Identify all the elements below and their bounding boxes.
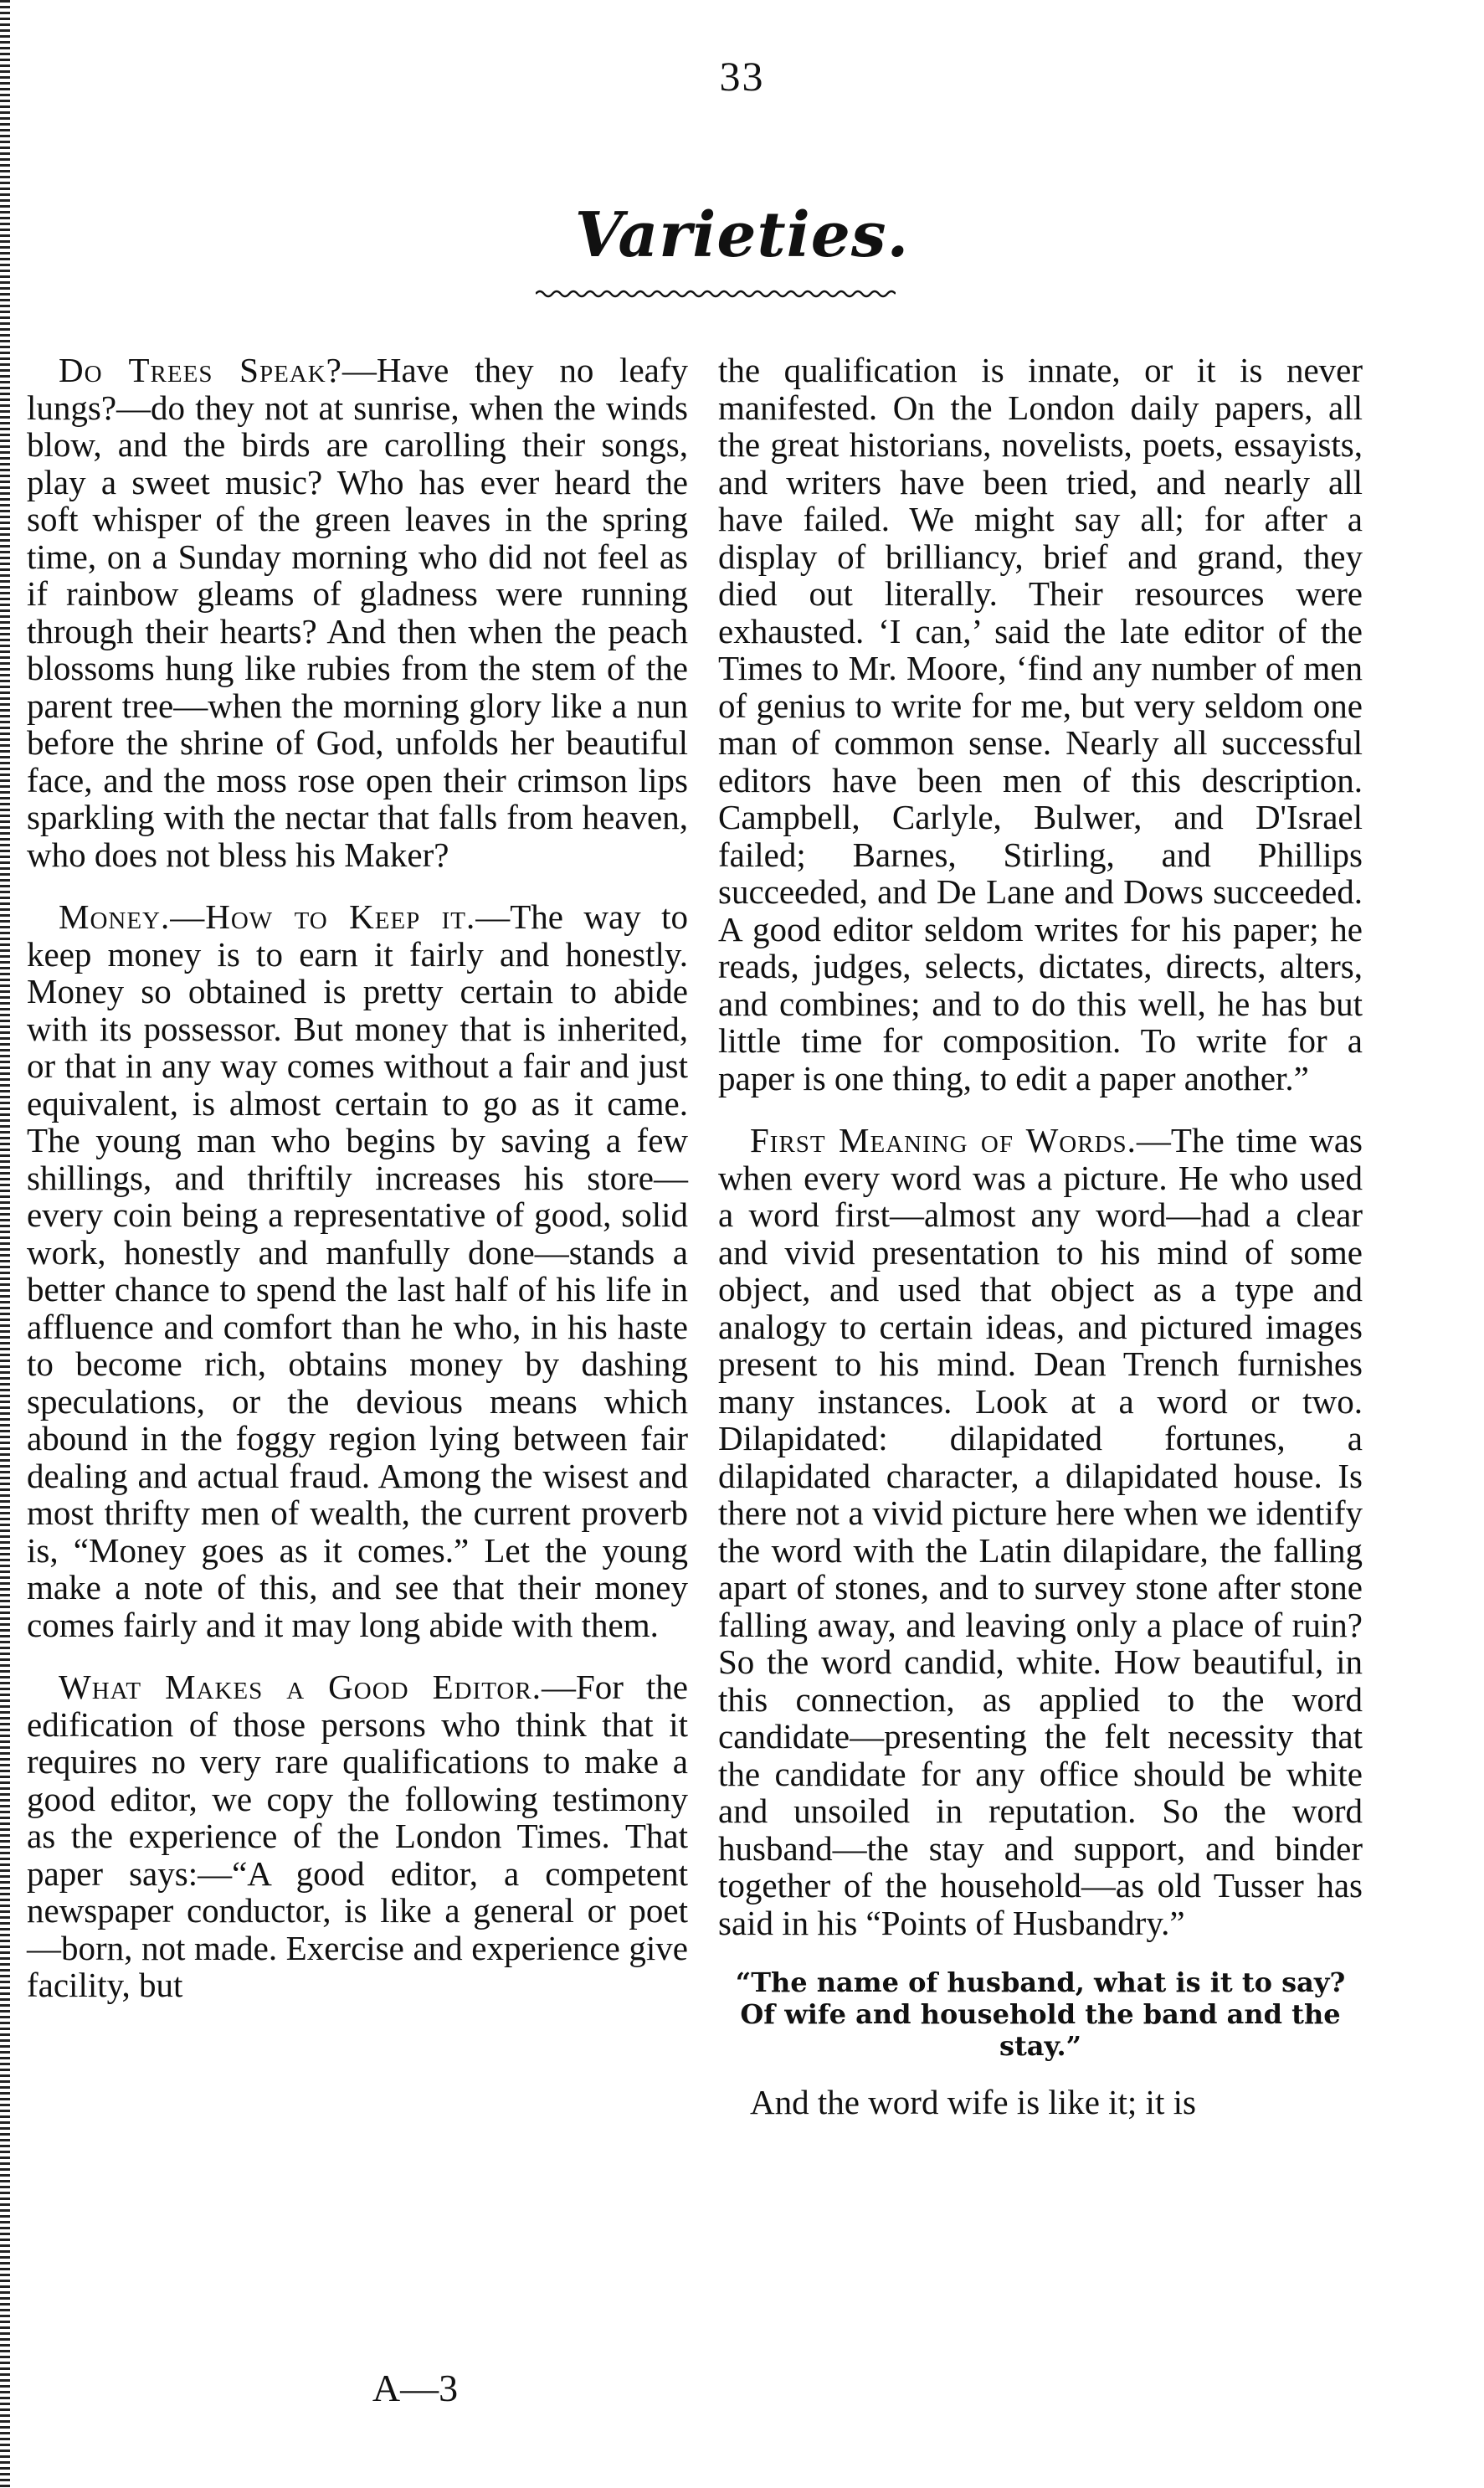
article-trees	[27, 352, 688, 873]
right-column	[718, 352, 1363, 2146]
article-heading: What Makes a Good Editor.	[59, 1668, 542, 1706]
article-heading: Do Trees Speak?	[59, 351, 342, 389]
quote-line: “The name of husband, what is it to say?	[735, 1966, 1346, 1998]
page-number: 33	[719, 53, 765, 100]
article-body: —The time was when every word was a picture. He who used a word first—almost any word—had a clear and vivid presentation to his mind of some object, and used that object as a type and analogy to certain ideas, and pictured images present to his mind. Dean Trench furnishes many instances. Look at a word or two. Dilapidated: dilapidated fortunes, a dilapidated character, a dilapidated house. Is there not a vivid picture here when we identify the word with the Latin dilapidare, the falling apart of stones, and to survey stone after stone falling away, and leaving only a place of ruin? So the word candid, white. How beautiful, in this connection, as applied to the word candidate—presenting the felt necessity that the candidate for any office should be white and unsoiled in reputation. So the word husband—the stay and support, and binder together of the household—as old Tusser has said in his “Points of Husbandry.”	[718, 1121, 1363, 1942]
article-money	[27, 898, 688, 1643]
quote-line: Of wife and household the band and the stay.”	[740, 1998, 1341, 2062]
closing-text: And the word wife is like it; it is	[750, 2083, 1196, 2121]
decorative-wavy-rule	[536, 288, 896, 300]
article-body: —For the edification of those persons who think that it requires no very rare qualifications to make a good editor, we copy the following testimony as the experience of the London Times. That paper says:—“A good editor, a competent newspaper conductor, is like a general or poet—born, not made. Exercise and experience give facility, but	[27, 1668, 688, 2004]
article-heading: First Meaning of Words.	[750, 1121, 1137, 1159]
page-title: Varieties.	[574, 199, 910, 271]
left-column	[27, 352, 688, 2029]
signature-mark: A—3	[372, 2367, 459, 2409]
article-body: the qualification is innate, or it is never manifested. On the London daily papers, all the great historians, novelists, poets, essayists, and writers have been tried, and nearly all have failed. We might say all; for after a display of brilliancy, brief and grand, they died out literally. Their resources were exhausted. ‘I can,’ said the late editor of the Times to Mr. Moore, ‘find any number of men of genius to write for me, but very seldom one man of common sense. Nearly all successful editors have been men of this description. Campbell, Carlyle, Bulwer, and D'Israel failed; Barnes, Stirling, and Phillips succeeded, and De Lane and Dows succeeded. A good editor seldom writes for his paper; he reads, judges, selects, dictates, directs, alters, and combines; and to do this well, he has but little time for composition. To write for a paper is one thing, to edit a paper another.”	[718, 351, 1363, 1097]
binding-edge	[0, 0, 10, 2488]
verse-quote	[718, 1966, 1363, 2062]
article-body: —Have they no leafy lungs?—do they not at sunrise, when the winds blow, and the birds are carolling their songs, play a sweet music? Who has ever heard the soft whisper of the green leaves in the spring time, on a Sunday morning who did not feel as if rainbow gleams of gladness were running through their hearts? And then when the peach blossoms hung like rubies from the stem of the parent tree—when the morning glory like a nun before the shrine of God, unfolds her beautiful face, and the moss rose open their crimson lips sparkling with the nectar that falls from heaven, who does not bless his Maker?	[27, 351, 688, 874]
article-words	[718, 1122, 1363, 1941]
closing-line	[718, 2084, 1363, 2121]
article-body: —The way to keep money is to earn it fairly and honestly. Money so obtained is pretty certain to abide with its possessor. But money that is inherited, or that in any way comes without a fair and just equivalent, is almost certain to go as it came. The young man who begins by saving a few shillings, and thriftily increases his store—every coin being a representative of good, solid work, honestly and manfully done—stands a better chance to spend the last half of his life in affluence and comfort than he who, in his haste to become rich, obtains money by dashing speculations, or the devious means which abound in the foggy region lying between fair dealing and actual fraud. Among the wisest and most thrifty men of wealth, the current proverb is, “Money goes as it comes.” Let the young make a note of this, and see that their money comes fairly and it may long abide with them.	[27, 897, 688, 1644]
article-editor	[27, 1668, 688, 2004]
article-editor-continued	[718, 352, 1363, 1097]
article-heading: Money.—How to Keep it.	[59, 897, 476, 936]
